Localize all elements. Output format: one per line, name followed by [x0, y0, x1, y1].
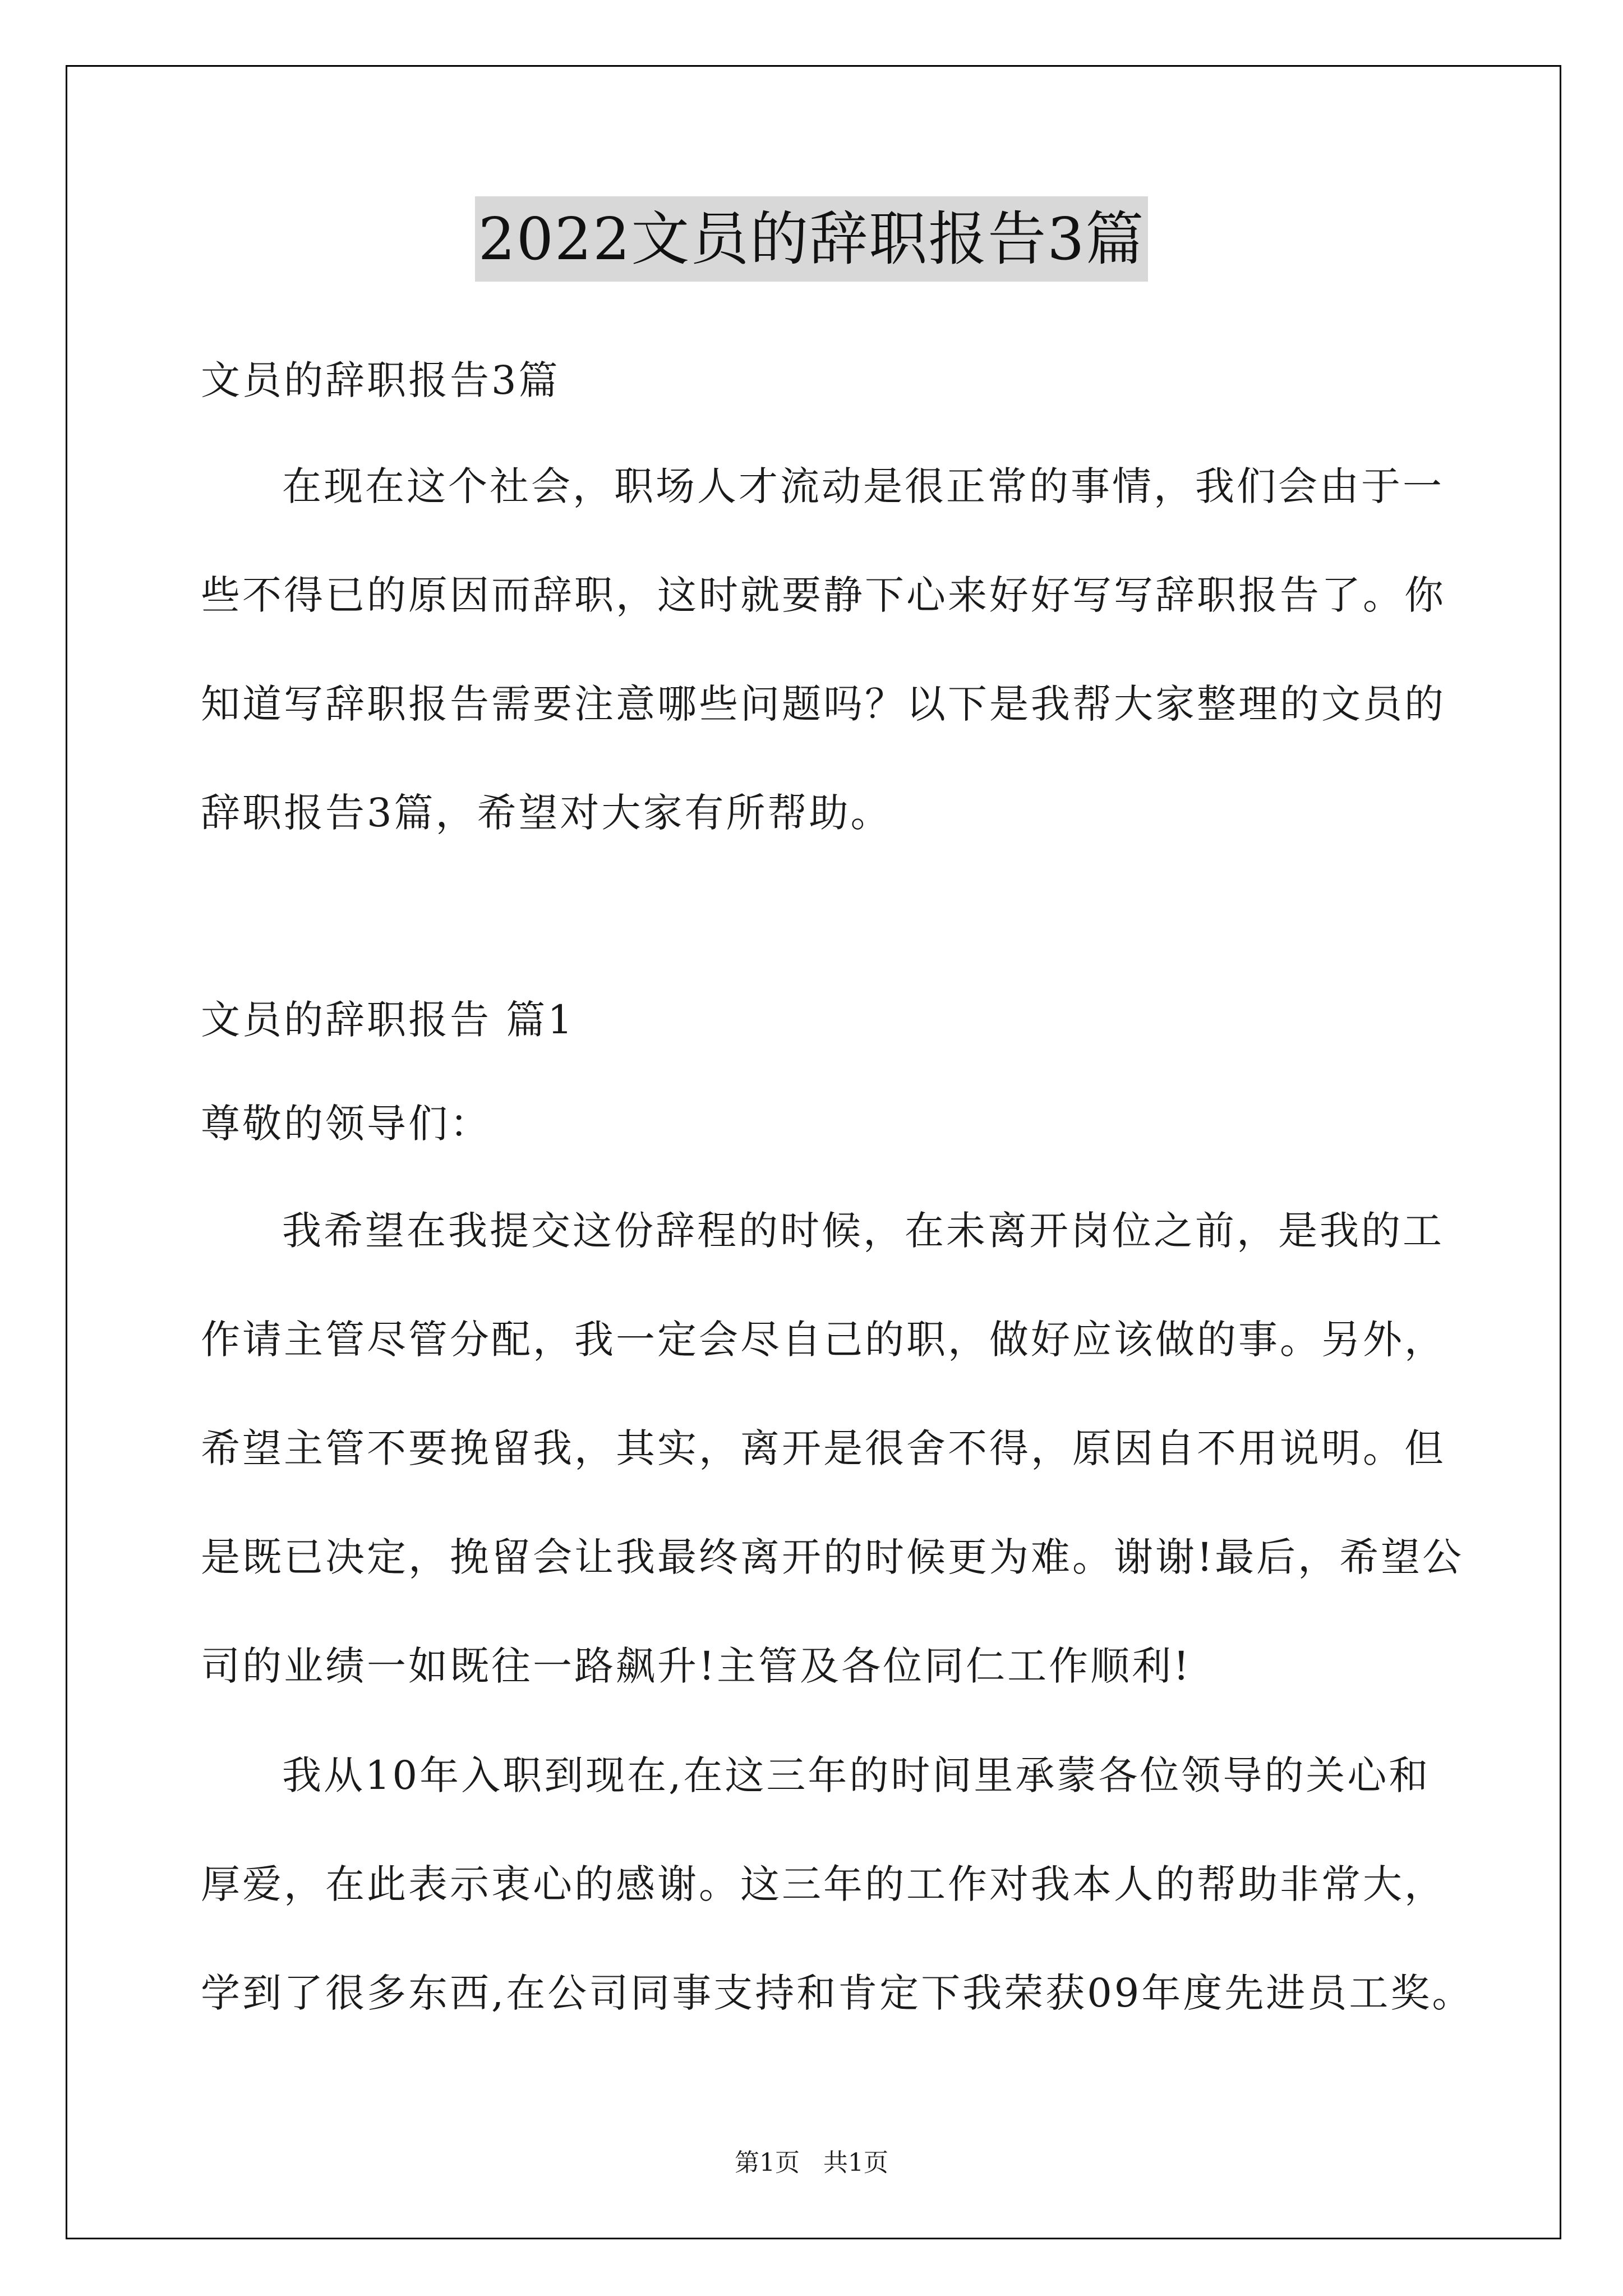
intro-line: 些不得已的原因而辞职，这时就要静下心来好好写写辞职报告了。你: [201, 572, 1446, 618]
document-subtitle: 文员的辞职报告3篇: [201, 357, 560, 403]
paragraph-line: 厚爱，在此表示衷心的感谢。这三年的工作对我本人的帮助非常大，: [201, 1861, 1446, 1907]
paragraph-line: 司的业绩一如既往一路飙升!主管及各位同仁工作顺利!: [201, 1643, 1192, 1689]
intro-paragraph: [201, 432, 1446, 867]
intro-line: 辞职报告3篇，希望对大家有所帮助。: [201, 790, 892, 836]
section-heading: 文员的辞职报告 篇1: [201, 997, 575, 1043]
paragraph-line: 希望主管不要挽留我，其实，离开是很舍不得，原因自不用说明。但: [201, 1425, 1446, 1471]
paragraph-line: 我从10年入职到现在,在这三年的时间里承蒙各位领导的关心和: [282, 1752, 1431, 1798]
document-title: 2022文员的辞职报告3篇: [475, 196, 1149, 282]
paragraph-line: 学到了很多东西,在公司同事支持和肯定下我荣获09年度先进员工奖。: [201, 1970, 1474, 2016]
page-footer: 第1页 共1页: [735, 2148, 888, 2177]
intro-line: 在现在这个社会，职场人才流动是很正常的事情，我们会由于一: [282, 463, 1444, 509]
intro-line: 知道写辞职报告需要注意哪些问题吗？以下是我帮大家整理的文员的: [201, 681, 1446, 727]
paragraph-line: 是既已决定，挽留会让我最终离开的时候更为难。谢谢!最后，希望公: [201, 1534, 1464, 1580]
title-container: [0, 196, 1623, 282]
body-paragraph-1: [201, 1176, 1464, 1720]
salutation: 尊敬的领导们：: [201, 1101, 491, 1147]
body-paragraph-2: [201, 1721, 1474, 2047]
paragraph-line: 我希望在我提交这份辞程的时候，在未离开岗位之前，是我的工: [282, 1208, 1444, 1254]
paragraph-line: 作请主管尽管分配，我一定会尽自己的职，做好应该做的事。另外，: [201, 1317, 1446, 1363]
